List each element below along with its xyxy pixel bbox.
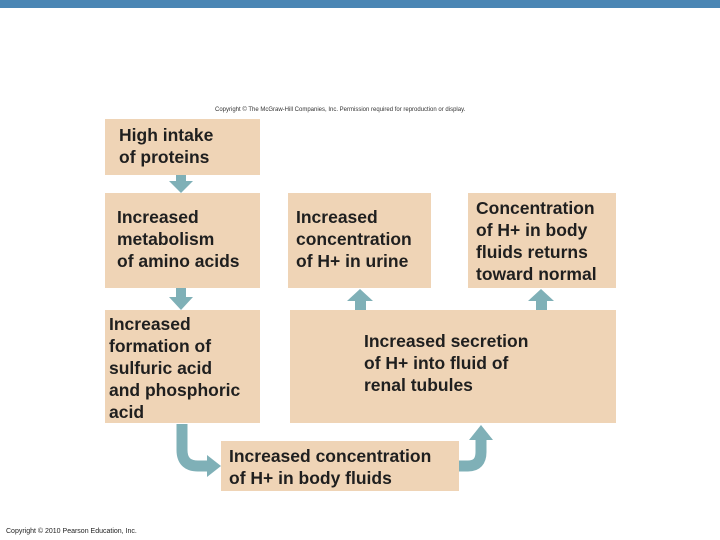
box-high-protein-intake: High intake of proteins <box>105 119 260 175</box>
curved-arrow-head-right <box>207 455 221 477</box>
arrow-down-2 <box>169 288 193 310</box>
publisher-copyright: Copyright © The McGraw-Hill Companies, Inc. Permission required for reproduction or display. <box>215 107 466 113</box>
curved-arrow-head-up <box>469 425 493 440</box>
curved-arrow-to-body-fluids <box>182 424 209 466</box>
box-increased-metabolism: Increased metabolism of amino acids <box>105 193 260 288</box>
box-h-returns-normal: Concentration of H+ in body fluids returns toward normal <box>468 193 616 288</box>
box-increased-h-urine: Increased concentration of H+ in urine <box>288 193 431 288</box>
box-increased-acid-formation: Increased formation of sulfuric acid and phosphoric acid <box>105 310 260 423</box>
arrow-up-normal <box>528 289 554 310</box>
arrow-down-1 <box>169 175 193 193</box>
box-increased-h-secretion: Increased secretion of H+ into fluid of renal tubules <box>290 310 616 423</box>
arrow-up-urine <box>347 289 373 310</box>
curved-arrow-to-secretion <box>459 438 481 466</box>
box-increased-h-body-fluids: Increased concentration of H+ in body fluids <box>221 441 459 491</box>
pearson-copyright: Copyright © 2010 Pearson Education, Inc. <box>6 528 137 535</box>
